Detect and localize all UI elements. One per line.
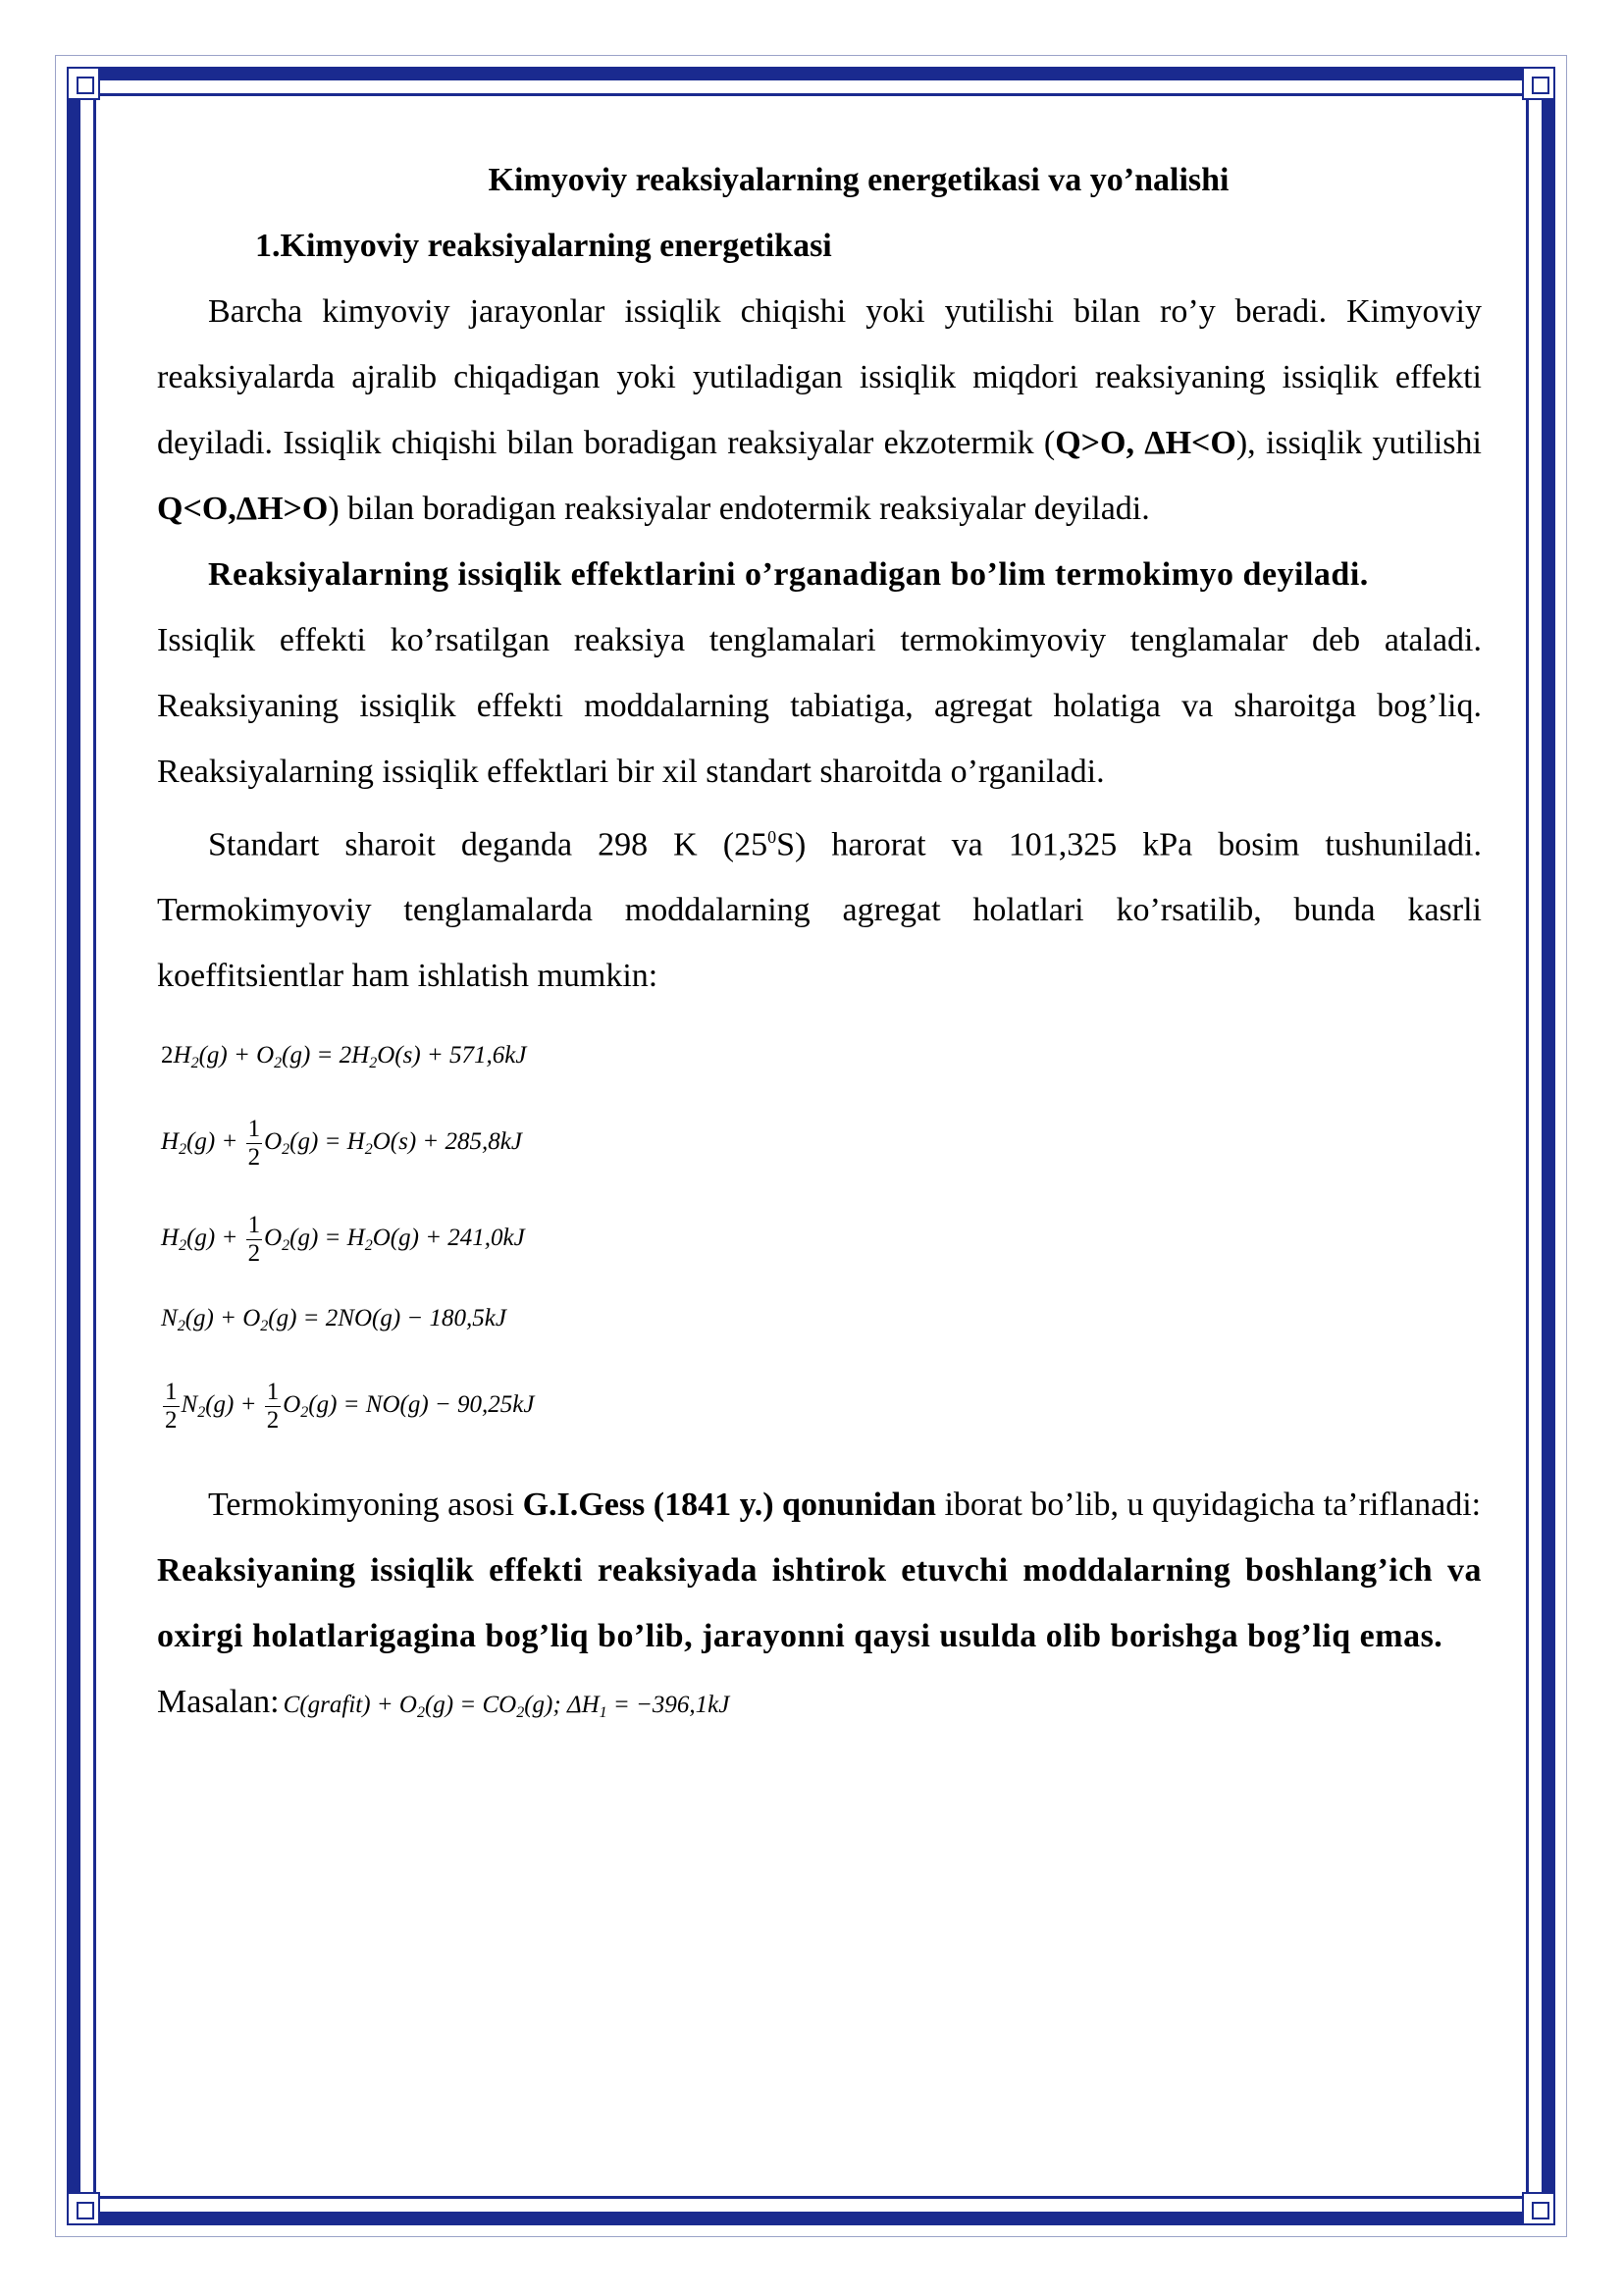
example-line	[157, 1669, 1482, 1735]
equation-3: $H_2(g)$ + $\frac{1}{2}$ $O_2(g) = H_2O(g) + 241,0kJ$	[161, 1211, 525, 1267]
equation-4: $N_2(g) + O_2(g) = 2NO(g) - 180,5kJ$	[161, 1305, 506, 1335]
example-label: Masalan:	[157, 1684, 280, 1721]
equations-list	[157, 1024, 1482, 1454]
border-corner-ornament	[1522, 67, 1555, 100]
paragraph-hess-law: Termokimyoning asosi G.I.Gess (1841 y.) qonunidan iborat bo’lib, u quyidagicha ta’riflanadi:	[208, 1487, 1482, 1524]
equation-2: $H_2(g)$ + $\frac{1}{2}$ $O_2(g) = H_2O(s) + 285,8kJ$	[161, 1115, 522, 1171]
definition-hess-law: Reaksiyaning issiqlik effekti reaksiyada ishtirok etuvchi moddalarning boshlang’ich va oxirgi holatlarigagina bog’liq bo’lib, jarayonni qaysi usulda olib borishga bog’liq emas.	[157, 1552, 1482, 1655]
example-equation: C(grafit) + $O_2(g) = CO_2(g)$; $\Delta H_1 = -396,1kJ$	[283, 1692, 730, 1722]
document-body	[157, 147, 1482, 1735]
border-corner-ornament	[67, 67, 100, 100]
equation-1: $2H_2(g) + O_2(g) = 2H_2O(s) + 571,6kJ$	[161, 1042, 527, 1072]
paragraph-standard-conditions: Standart sharoit deganda 298 K $(25^0S)$ harorat va 101,325 kPa bosim tushuniladi. Termokimyoviy tenglamalarda moddalarning agregat holatlari ko’rsatilib, bunda kasrli koeffitsientlar ham ishlatish mumkin:	[157, 826, 1482, 995]
section-heading: 1.Kimyoviy reaksiyalarning energetikasi	[255, 228, 832, 264]
border-corner-ornament	[67, 2192, 100, 2225]
paragraph-intro: Barcha kimyoviy jarayonlar issiqlik chiqishi yoki yutilishi bilan ro’y beradi. Kimyoviy reaksiyalarda ajralib chiqadigan yoki yutiladigan issiqlik miqdori reaksiyaning issiqlik effekti deyiladi. Issiqlik chiqishi bilan boradigan reaksiyalar ekzotermik (Q>O, ΔH<O), issiqlik yutilishi Q<O,ΔH>O) bilan boradigan reaksiyalar endotermik reaksiyalar deyiladi.	[157, 293, 1482, 527]
equation-5: $\frac{1}{2}$ $N_2(g)$ + $\frac{1}{2}$ $O_2(g) = NO(g) - 90,25kJ$	[165, 1378, 535, 1434]
definition-thermochemistry: Reaksiyalarning issiqlik effektlarini o’rganadigan bo’lim termokimyo deyiladi.	[208, 556, 1369, 593]
page-title: Kimyoviy reaksiyalarning energetikasi va yo’nalishi	[488, 162, 1230, 198]
paragraph-thermochemical-equations: Issiqlik effekti ko’rsatilgan reaksiya tenglamalari termokimyoviy tenglamalar deb ataladi. Reaksiyaning issiqlik effekti moddalarning tabiatiga, agregat holatiga va sharoitga bog’liq. Reaksiyalarning issiqlik effektlari bir xil standart sharoitda o’rganiladi.	[157, 622, 1482, 790]
border-corner-ornament	[1522, 2192, 1555, 2225]
